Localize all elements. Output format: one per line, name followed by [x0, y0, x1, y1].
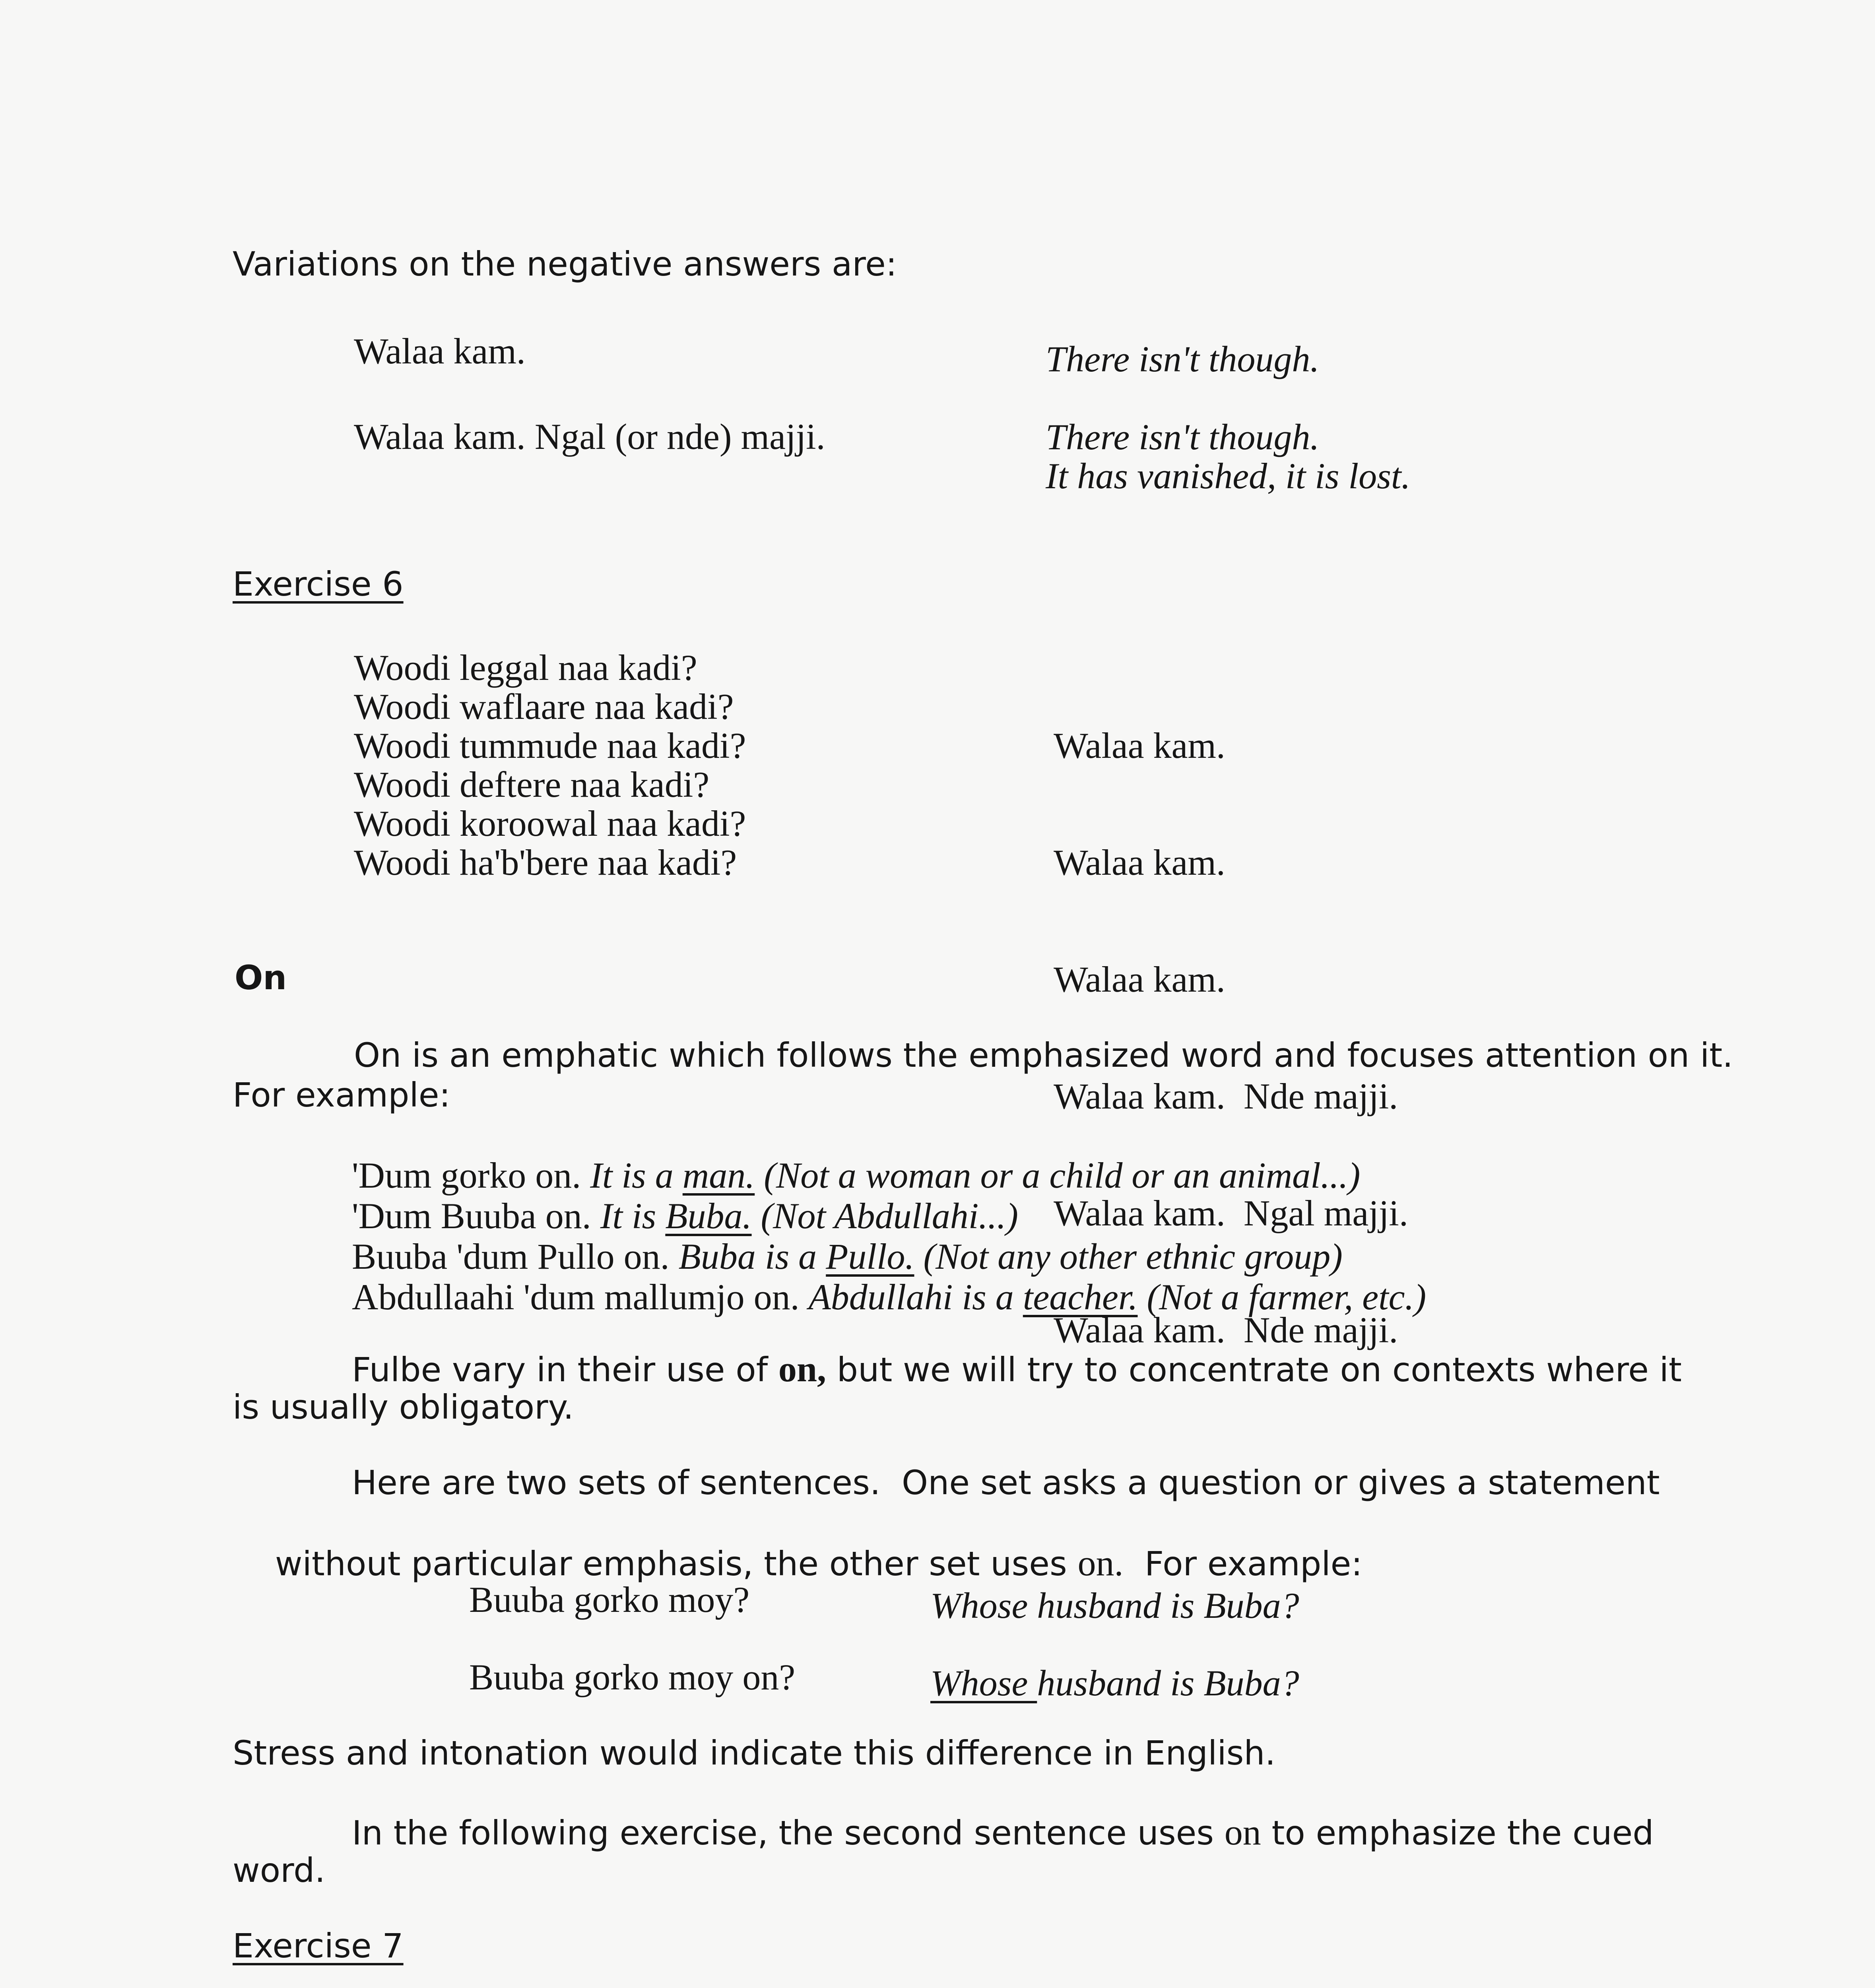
- section-heading-on: On: [235, 958, 287, 997]
- example-line: [352, 1277, 1426, 1317]
- variation-english-2-line-2: It has vanished, it is lost.: [1046, 456, 1411, 496]
- example-line: [352, 1236, 1426, 1277]
- on-paragraph-4: Stress and intonation would indicate this difference in English.: [233, 1734, 1276, 1773]
- variation-english-1: There isn't though.: [1046, 339, 1320, 379]
- exercise-6-questions: [354, 648, 746, 882]
- intro-text: Variations on the negative answers are:: [233, 245, 897, 283]
- on-paragraph-1-line-2: For example:: [233, 1076, 450, 1114]
- example-note: (Not a farmer, etc.): [1137, 1277, 1427, 1317]
- exercise-6-heading: Exercise 6: [233, 565, 404, 604]
- variation-english-2-line-1: There isn't though.: [1046, 417, 1320, 457]
- list-item: Walaa kam. Nde majji.: [1054, 1310, 1398, 1350]
- example-fulfulde: Buuba 'dum Pullo on.: [352, 1236, 670, 1277]
- example-english: Abdullahi is a: [808, 1277, 1023, 1317]
- pair-english-1: Whose husband is Buba?: [930, 1585, 1299, 1626]
- paragraph-text: For example:: [1123, 1544, 1363, 1583]
- pair-emphasis: Whose: [930, 1663, 1037, 1703]
- list-item: Woodi koroowal naa kadi?: [354, 803, 746, 844]
- example-emphasis: Pullo.: [826, 1236, 914, 1277]
- on-paragraph-2-line-2: is usually obligatory.: [233, 1388, 574, 1427]
- paragraph-text: but we will try to concentrate on contexts where it: [826, 1350, 1682, 1389]
- paragraph-emphasis: on: [1224, 1812, 1261, 1852]
- list-item: Woodi leggal naa kadi?: [354, 647, 697, 688]
- list-item: Walaa kam. Nde majji.: [1054, 1076, 1398, 1116]
- exercise-7-heading: Exercise 7: [233, 1926, 404, 1965]
- example-line: [352, 1193, 1426, 1236]
- paragraph-emphasis: on.: [1077, 1543, 1124, 1583]
- pair-english-text: husband is Buba?: [1037, 1663, 1299, 1703]
- example-fulfulde: 'Dum gorko on.: [352, 1155, 581, 1196]
- list-item: Walaa kam.: [1054, 959, 1225, 1000]
- on-paragraph-5-line-1: [352, 1811, 1654, 1853]
- list-item: Walaa kam. Ngal majji.: [1054, 1193, 1408, 1233]
- example-emphasis: man.: [682, 1155, 755, 1196]
- pair-english-2: [930, 1662, 1299, 1704]
- example-english: It is a: [590, 1155, 683, 1196]
- list-item: Woodi waflaare naa kadi?: [354, 686, 734, 727]
- example-english: Buba is a: [678, 1236, 826, 1277]
- pair-fulfulde-2: Buuba gorko moy on?: [469, 1657, 796, 1697]
- pair-fulfulde-1: Buuba gorko moy?: [469, 1579, 750, 1620]
- example-note: (Not Abdullahi...): [751, 1196, 1018, 1236]
- example-emphasis: teacher.: [1023, 1277, 1138, 1317]
- on-paragraph-3-line-1: Here are two sets of sentences. One set asks a question or gives a statement: [352, 1463, 1660, 1502]
- variation-english-2: [1046, 417, 1410, 495]
- paragraph-text: to emphasize the cued: [1261, 1813, 1654, 1852]
- variation-fulfulde-2: Walaa kam. Ngal (or nde) majji.: [354, 416, 825, 457]
- list-item: Walaa kam.: [1054, 842, 1225, 883]
- list-item: Woodi tummude naa kadi?: [354, 725, 746, 766]
- example-english: It is: [600, 1196, 666, 1236]
- paragraph-text: In the following exercise, the second sentence uses: [352, 1813, 1225, 1852]
- example-emphasis: Buba.: [665, 1196, 752, 1236]
- example-fulfulde: 'Dum Buuba on.: [352, 1196, 591, 1236]
- list-item: Woodi deftere naa kadi?: [354, 764, 710, 805]
- example-fulfulde: Abdullaahi 'dum mallumjo on.: [352, 1277, 800, 1317]
- list-item: Woodi ha'b'bere naa kadi?: [354, 842, 737, 883]
- on-paragraph-2-line-1: [352, 1348, 1682, 1390]
- list-item: Walaa kam.: [1054, 725, 1225, 766]
- paragraph-text: Fulbe vary in their use of: [352, 1350, 778, 1389]
- example-note: (Not a woman or a child or an animal...): [755, 1155, 1361, 1196]
- on-paragraph-1-line-1: On is an emphatic which follows the emphasized word and focuses attention on it.: [354, 1036, 1733, 1075]
- paragraph-emphasis: on,: [778, 1349, 827, 1389]
- on-paragraph-5-line-2: word.: [233, 1851, 326, 1890]
- on-examples: [352, 1155, 1426, 1317]
- variation-fulfulde-1: Walaa kam.: [354, 331, 526, 371]
- paragraph-text: without particular emphasis, the other set uses: [275, 1544, 1078, 1583]
- example-line: [352, 1155, 1426, 1196]
- example-note: (Not any other ethnic group): [914, 1236, 1343, 1277]
